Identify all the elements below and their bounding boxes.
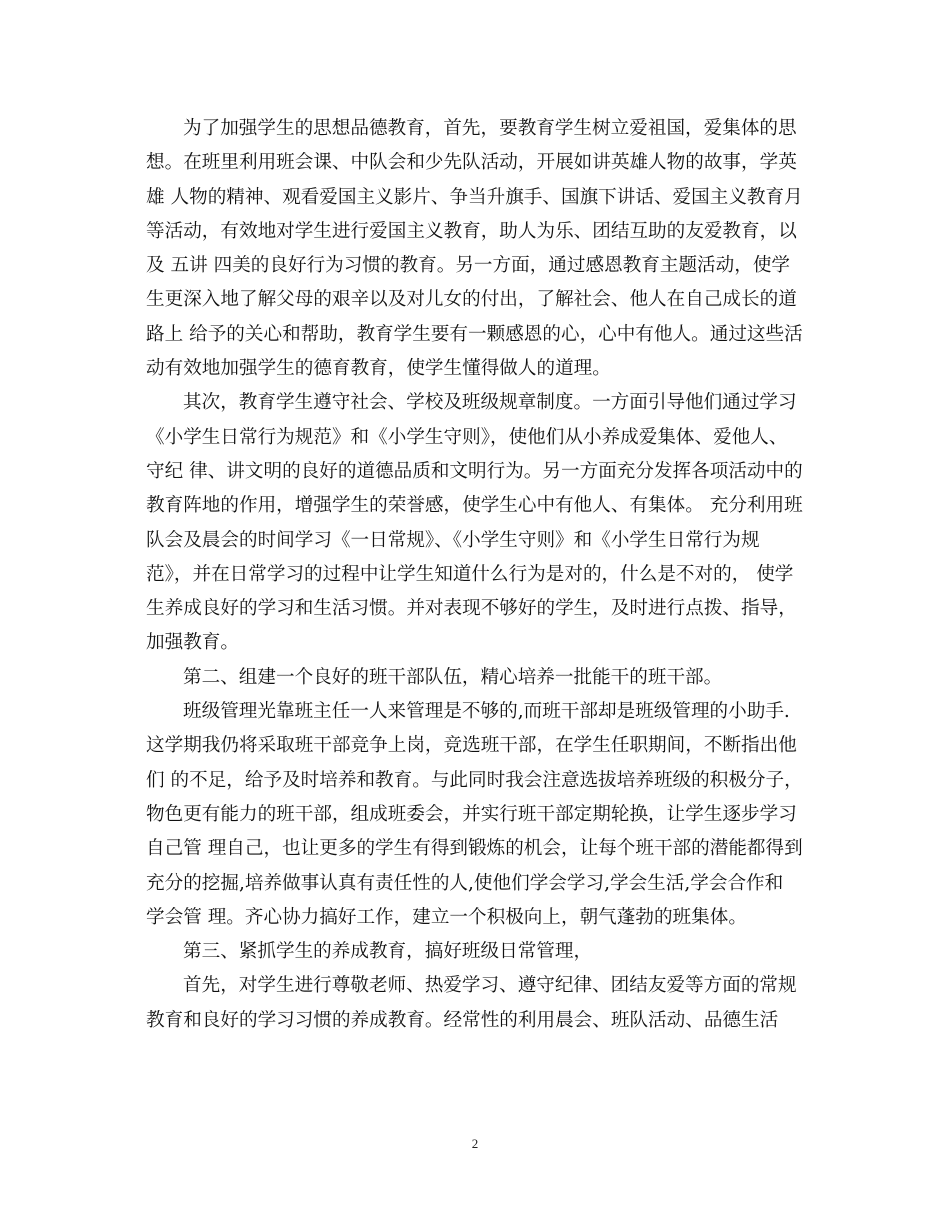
text-line: 队会及晨会的时间学习《一日常规》、《小学生守则》和《小学生日常行为规: [146, 529, 760, 551]
text-line: 物色更有能力的班干部，组成班委会，并实行班干部定期轮换，让学生逐步学习: [146, 803, 797, 825]
document-body: [146, 112, 806, 1038]
text-line: 生养成良好的学习和生活习惯。并对表现不够好的学生，及时进行点拨、指导，: [146, 598, 797, 620]
section-heading-class-cadres: [146, 661, 806, 695]
text-line: 及 五讲 四美的良好行为习惯的教育。另一方面，通过感恩教育主题活动，使学: [146, 255, 791, 277]
text-line: 加强教育。: [146, 632, 239, 654]
text-line: 学会管 理。齐心协力搞好工作，建立一个积极向上，朝气蓬勃的班集体。: [146, 906, 747, 928]
text-line: 自己管 理自己，也让更多的学生有得到锻炼的机会，让每个班干部的潜能都得到: [146, 838, 803, 860]
text-line: 等活动，有效地对学生进行爱国主义教育，助人为乐、团结互助的友爱教育，以: [146, 220, 797, 242]
text-line: 为了加强学生的思想品德教育，首先，要教育学生树立爱祖国，爱集体的思: [183, 118, 797, 139]
section-heading-daily-management: [146, 935, 806, 969]
text-line: 其次，教育学生遵守社会、学校及班级规章制度。一方面引导他们通过学习: [183, 392, 797, 414]
text-line: 充分的挖掘,培养做事认真有责任性的人,使他们学会学习,学会生活,学会合作和: [146, 872, 784, 894]
text-line: 第三、紧抓学生的养成教育，搞好班级日常管理，: [183, 941, 593, 963]
text-line: 这学期我仍将采取班干部竞争上岗，竞选班干部，在学生任职期间，不断指出他: [146, 735, 797, 757]
paragraph-habit-education: [146, 969, 806, 1038]
text-line: 班级管理光靠班主任一人来管理是不够的,而班干部却是班级管理的小助手.: [183, 701, 790, 723]
paragraph-class-cadres: [146, 695, 806, 935]
text-line: 《小学生日常行为规范》和《小学生守则》，使他们从小养成爱集体、爱他人、: [146, 426, 788, 448]
paragraph-moral-education: [146, 112, 806, 386]
text-line: 动有效地加强学生的德育教育，使学生懂得做人的道理。: [146, 358, 611, 380]
paragraph-rules-education: [146, 386, 806, 660]
text-line: 们 的不足，给予及时培养和教育。与此同时我会注意选拔培养班级的积极分子，: [146, 769, 803, 791]
text-line: 守纪 律、讲文明的良好的道德品质和文明行为。另一方面充分发挥各项活动中的: [146, 460, 803, 482]
text-line: 生更深入地了解父母的艰辛以及对儿女的付出，了解社会、他人在自己成长的道: [146, 289, 797, 311]
text-line: 想。在班里利用班会课、中队会和少先队活动，开展如讲英雄人物的故事，学英: [146, 152, 797, 174]
text-line: 雄 人物的精神、观看爱国主义影片、争当升旗手、国旗下讲话、爱国主义教育月: [146, 186, 803, 208]
text-line: 第二、组建一个良好的班干部队伍，精心培养一批能干的班干部。: [183, 666, 723, 688]
text-line: 路上 给予的关心和帮助，教育学生要有一颗感恩的心，心中有他人。通过这些活: [146, 323, 803, 345]
page-number: 2: [471, 1136, 479, 1151]
text-line: 教育阵地的作用，增强学生的荣誉感，使学生心中有他人、有集体。 充分利用班: [146, 495, 803, 517]
text-line: 教育和良好的学习习惯的养成教育。经常性的利用晨会、班队活动、品德生活: [146, 1009, 779, 1031]
text-line: 范》，并在日常学习的过程中让学生知道什么行为是对的，什么是不对的， 使学: [146, 563, 794, 585]
text-line: 首先，对学生进行尊敬老师、热爱学习、遵守纪律、团结友爱等方面的常规: [183, 975, 797, 997]
